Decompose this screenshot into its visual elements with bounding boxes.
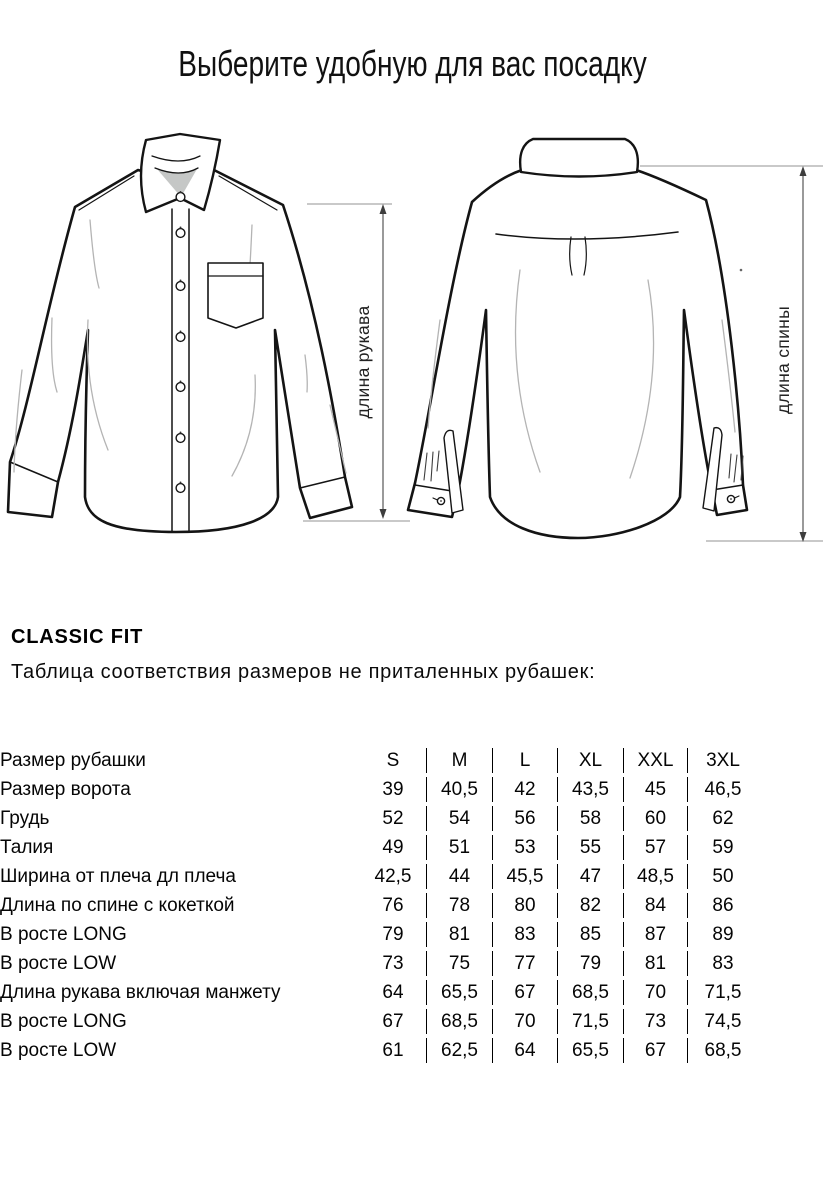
size-cell: 53 <box>492 835 557 860</box>
row-label: Ширина от плеча дл плеча <box>0 866 236 887</box>
row-label: Размер ворота <box>0 779 131 800</box>
back-length-label: длина спины <box>773 305 793 415</box>
size-cell: 73 <box>382 953 404 974</box>
size-cell: 86 <box>687 893 758 918</box>
size-cell: 68,5 <box>426 1009 492 1034</box>
size-cell: 42,5 <box>374 866 412 887</box>
size-cell: 74,5 <box>687 1009 758 1034</box>
shirt-measurement-diagram <box>0 120 825 600</box>
size-cell: 42 <box>492 777 557 802</box>
size-cell: 78 <box>426 893 492 918</box>
row-label: В росте LONG <box>0 924 127 945</box>
table-row <box>0 864 758 889</box>
size-cell: 57 <box>623 835 687 860</box>
size-cell: 45 <box>623 777 687 802</box>
size-cell: 70 <box>492 1009 557 1034</box>
row-label: Длина по спине с кокеткой <box>0 895 235 916</box>
table-row <box>0 1038 758 1063</box>
size-cell: 84 <box>623 893 687 918</box>
size-table <box>0 744 758 1067</box>
table-caption: Таблица соответствия размеров не приталенных рубашек: <box>11 661 596 683</box>
size-cell: 70 <box>623 980 687 1005</box>
size-cell: 83 <box>492 922 557 947</box>
size-cell: 77 <box>492 951 557 976</box>
size-cell: S <box>386 750 400 771</box>
row-label: В росте LONG <box>0 1011 127 1032</box>
table-row <box>0 777 758 802</box>
table-row <box>0 1009 758 1034</box>
table-row <box>0 951 758 976</box>
size-cell: 65,5 <box>426 980 492 1005</box>
size-cell: 71,5 <box>557 1009 623 1034</box>
size-cell: 48,5 <box>623 864 687 889</box>
size-cell: 68,5 <box>557 980 623 1005</box>
size-cell: 59 <box>687 835 758 860</box>
stray-dot <box>740 269 743 272</box>
size-cell: 60 <box>623 806 687 831</box>
size-cell: 81 <box>426 922 492 947</box>
size-cell: 64 <box>382 982 404 1003</box>
size-cell: 50 <box>687 864 758 889</box>
row-label: В росте LOW <box>0 1040 117 1061</box>
size-cell: 43,5 <box>557 777 623 802</box>
shirt-back-drawing <box>408 139 747 538</box>
size-cell: 40,5 <box>426 777 492 802</box>
size-cell: 82 <box>557 893 623 918</box>
size-cell: L <box>492 748 557 773</box>
row-label: Талия <box>0 837 54 858</box>
size-cell: 73 <box>623 1009 687 1034</box>
table-row <box>0 835 758 860</box>
size-cell: 67 <box>623 1038 687 1063</box>
size-cell: 79 <box>382 924 404 945</box>
row-label: Размер рубашки <box>0 750 146 771</box>
size-cell: 47 <box>557 864 623 889</box>
size-cell: 46,5 <box>687 777 758 802</box>
table-row <box>0 980 758 1005</box>
table-row <box>0 922 758 947</box>
size-cell: 54 <box>426 806 492 831</box>
size-cell: 85 <box>557 922 623 947</box>
size-cell: 87 <box>623 922 687 947</box>
size-cell: 67 <box>382 1011 404 1032</box>
size-cell: 79 <box>557 951 623 976</box>
size-cell: 71,5 <box>687 980 758 1005</box>
size-cell: 76 <box>382 895 404 916</box>
size-cell: 89 <box>687 922 758 947</box>
size-cell: 55 <box>557 835 623 860</box>
size-cell: 61 <box>382 1040 404 1061</box>
size-cell: 68,5 <box>687 1038 758 1063</box>
size-cell: 52 <box>382 808 404 829</box>
size-cell: XL <box>557 748 623 773</box>
shirt-front-drawing <box>8 134 352 532</box>
row-label: Грудь <box>0 808 50 829</box>
size-cell: 45,5 <box>492 864 557 889</box>
size-cell: 64 <box>492 1038 557 1063</box>
size-cell: 83 <box>687 951 758 976</box>
size-cell: 65,5 <box>557 1038 623 1063</box>
size-cell: 3XL <box>687 748 758 773</box>
row-label: Длина рукава включая манжету <box>0 982 281 1003</box>
page-title: Выберите удобную для вас посадку <box>178 43 647 84</box>
size-cell: 51 <box>426 835 492 860</box>
size-cell: 49 <box>382 837 404 858</box>
size-cell: XXL <box>623 748 687 773</box>
table-row <box>0 748 758 773</box>
table-row <box>0 893 758 918</box>
sleeve-length-label: длина рукава <box>353 305 373 419</box>
size-cell: 81 <box>623 951 687 976</box>
size-cell: 75 <box>426 951 492 976</box>
size-cell: 62,5 <box>426 1038 492 1063</box>
size-cell: 39 <box>382 779 404 800</box>
size-cell: 80 <box>492 893 557 918</box>
fit-heading: CLASSIC FIT <box>11 626 144 648</box>
size-cell: 58 <box>557 806 623 831</box>
size-cell: 67 <box>492 980 557 1005</box>
size-cell: 56 <box>492 806 557 831</box>
table-row <box>0 806 758 831</box>
row-label: В росте LOW <box>0 953 117 974</box>
size-cell: 62 <box>687 806 758 831</box>
size-cell: 44 <box>426 864 492 889</box>
size-cell: M <box>426 748 492 773</box>
